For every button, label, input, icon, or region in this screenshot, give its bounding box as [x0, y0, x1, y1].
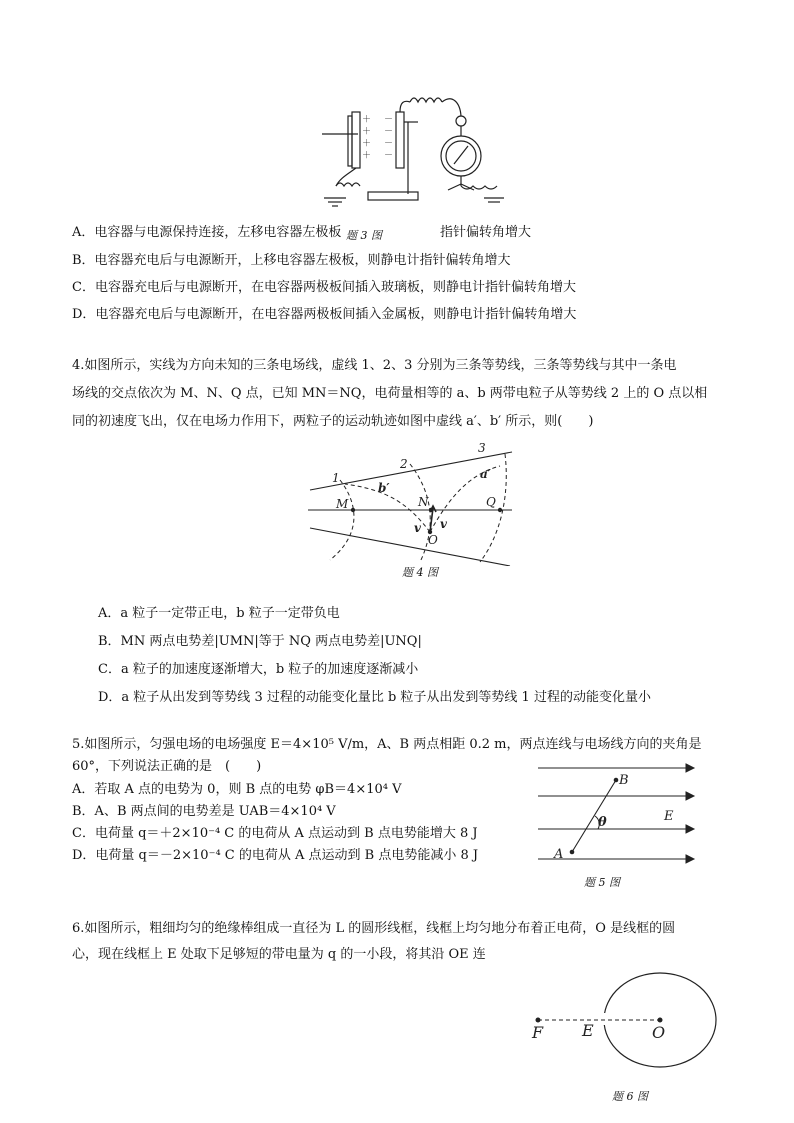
q4-label-v1: v: [414, 521, 421, 535]
q4-stem-line-3: 同的初速度飞出，仅在电场力作用下，两粒子的运动轨迹如图中虚线 a′、b′ 所示，则( ): [72, 414, 594, 429]
svg-text:＋: ＋: [362, 139, 372, 149]
q3-option-c: C．电容器充电后与电源断开，在电容器两极板间插入玻璃板，则静电计指针偏转角增大: [72, 280, 576, 295]
q6-stem-line-2: 心，现在线框上 E 处取下足够短的带电量为 q 的一小段，将其沿 OE 连: [72, 947, 486, 962]
svg-text:－: －: [384, 139, 394, 149]
q3-apparatus-figure: [318, 94, 508, 214]
q5-option-b: B．A、B 两点间的电势差是 UAB＝4×10⁴ V: [72, 804, 336, 819]
svg-text:－: －: [384, 127, 394, 137]
q4-label-N: N: [418, 495, 429, 509]
q4-option-a: A．a 粒子一定带正电，b 粒子一定带负电: [98, 606, 340, 621]
q4-option-b: B．MN 两点电势差|UMN|等于 NQ 两点电势差|UNQ|: [98, 634, 422, 649]
q3-option-d: D．电容器充电后与电源断开，在电容器两极板间插入金属板，则静电计指针偏转角增大: [72, 307, 577, 322]
q4-stem-line-2: 场线的交点依次为 M、N、Q 点，已知 MN＝NQ，电荷量相等的 a、b 两带电粒子从等势线 2 上的 O 点以相: [72, 386, 708, 401]
q4-label-v2: v: [440, 517, 447, 531]
q5-field-figure: [536, 760, 696, 870]
svg-text:－: －: [384, 115, 394, 125]
q4-label-a: a′: [480, 467, 491, 481]
q6-stem-line-1: 6.如图所示，粗细均匀的绝缘棒组成一直径为 L 的圆形线框，线框上均匀地分布着正电荷，O 是线框的圆: [72, 921, 676, 936]
q5-label-B: B: [619, 773, 629, 788]
q3-figure-caption: 题 3 图: [346, 229, 382, 242]
q4-option-c: C．a 粒子的加速度逐渐增大，b 粒子的加速度逐渐减小: [98, 662, 419, 677]
q5-stem-line-2: 60°，下列说法正确的是 ( ): [72, 759, 262, 774]
q4-field-figure: [300, 436, 520, 566]
q3-option-b: B．电容器充电后与电源断开，上移电容器左极板，则静电计指针偏转角增大: [72, 253, 511, 268]
q5-label-A: A: [554, 847, 564, 862]
q4-label-Q: Q: [486, 495, 496, 509]
q5-option-a: A．若取 A 点的电势为 0，则 B 点的电势 φB＝4×10⁴ V: [72, 782, 402, 797]
q6-label-O: O: [652, 1023, 666, 1042]
q5-option-d: D．电荷量 q＝－2×10⁻⁴ C 的电荷从 A 点运动到 B 点电势能减小 8 J: [72, 848, 479, 863]
q6-label-E: E: [582, 1021, 594, 1040]
q4-label-1: 1: [332, 471, 340, 485]
q4-label-b: b′: [378, 481, 390, 495]
q5-label-E: E: [664, 809, 674, 824]
q4-option-d: D．a 粒子从出发到等势线 3 过程的动能变化量比 b 粒子从出发到等势线 1 过程的动能变化量小: [98, 690, 651, 705]
q4-figure-caption: 题 4 图: [402, 566, 438, 579]
q5-option-c: C．电荷量 q＝＋2×10⁻⁴ C 的电荷从 A 点运动到 B 点电势能增大 8 J: [72, 826, 478, 841]
q5-figure-caption: 题 5 图: [584, 876, 620, 889]
q4-label-M: M: [336, 497, 349, 511]
q3-option-a: A．电容器与电源保持连接，左移电容器左极板: [72, 225, 342, 240]
q4-stem-line-1: 4.如图所示，实线为方向未知的三条电场线，虚线 1、2、3 分别为三条等势线，三条等势线与其中一条电: [72, 358, 677, 373]
svg-text:＋: ＋: [362, 151, 372, 161]
svg-text:＋: ＋: [362, 115, 372, 125]
q3-option-a-tail: 指针偏转角增大: [440, 225, 532, 240]
svg-text:－: －: [384, 151, 394, 161]
svg-text:＋: ＋: [362, 127, 372, 137]
q5-label-theta: θ: [598, 815, 607, 830]
q6-figure-caption: 题 6 图: [612, 1090, 648, 1103]
q4-label-2: 2: [400, 457, 408, 471]
q6-ring-figure: [526, 972, 726, 1072]
q5-stem-line-1: 5.如图所示，匀强电场的电场强度 E＝4×10⁵ V/m，A、B 两点相距 0.2 m，两点连线与电场线方向的夹角是: [72, 737, 702, 752]
q4-label-3: 3: [478, 441, 486, 455]
q4-label-O: O: [428, 533, 438, 547]
q6-label-F: F: [532, 1023, 544, 1042]
